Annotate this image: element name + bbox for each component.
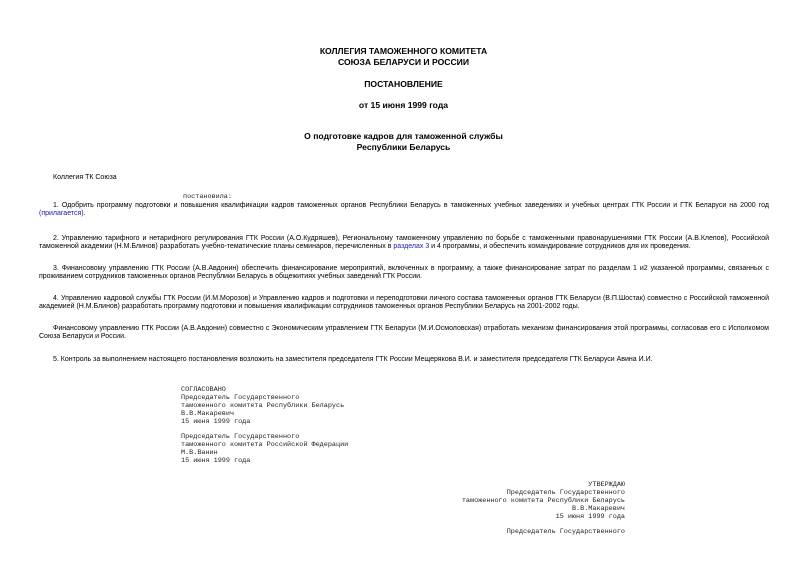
paragraph-5 bbox=[39, 356, 769, 364]
postanovila-text: постановила: bbox=[183, 193, 232, 201]
intro-text: Коллегия ТК Союза bbox=[53, 174, 117, 181]
paragraph-2 bbox=[39, 235, 769, 252]
approved-line: В.В.Макаревич bbox=[571, 505, 625, 513]
paragraph-5-text: 5. Контроль за выполнением настоящего постановления возложить на заместителя председателя ГТК России Мещерякова В.И. и заместителя председателя ГТК Беларуси Авина И.И. bbox=[53, 356, 653, 363]
agreed-block-1-line: таможенного комитета Республики Беларусь bbox=[181, 402, 345, 410]
paragraph-2-after: программы, и обеспечить командирование сотрудников для их проведения. bbox=[442, 243, 691, 251]
doc-type: ПОСТАНОВЛЕНИЕ bbox=[364, 79, 443, 89]
agreed-block-1-line: В.В.Макаревич bbox=[181, 410, 235, 418]
approved-line: Председатель Государственного bbox=[506, 489, 625, 497]
org-line-1: КОЛЛЕГИЯ ТАМОЖЕННОГО КОМИТЕТА bbox=[319, 46, 488, 56]
approved-line: таможенного комитета Республики Беларусь bbox=[461, 497, 625, 505]
paragraph-4 bbox=[39, 295, 769, 312]
attachment-link[interactable]: (прилагается) bbox=[39, 210, 84, 218]
agreed-label: СОГЛАСОВАНО bbox=[181, 386, 226, 394]
agreed-block-2-line: таможенного комитета Российской Федерации bbox=[181, 441, 349, 449]
agreed-block-2-line: 15 июня 1999 года bbox=[181, 457, 251, 465]
agreed-block-2-line: Председатель Государственного bbox=[181, 433, 300, 441]
approved-line: 15 июня 1999 года bbox=[555, 513, 625, 521]
approved-block bbox=[462, 481, 625, 521]
agreed-block-1-line: Председатель Государственного bbox=[181, 394, 300, 402]
paragraph-2-before: 2. Управлению тарифного и нетарифного регулирования ГТК России (А.О.Кудряшев), Региональному таможенному управлению по борьбе с таможенными правонарушениями ГТК России (А.В.Клепов), Российской таможенной академии (Н.М.Блинов) разработать учебно-тематические планы семинаров, перечисленных в bbox=[39, 235, 769, 251]
approved-trailing-line: Председатель Государственного bbox=[506, 528, 625, 536]
paragraph-4b-text: Финансовому управлению ГТК России (А.В.Авдонин) совместно с Экономическим управлением ГТК Беларуси (М.И.Осмоловская) отработать механизм финансирования этой программы, согласовав его с Исполкомом Союза Беларуси и России. bbox=[39, 325, 769, 341]
agreed-block-1-line: 15 июня 1999 года bbox=[181, 418, 251, 426]
paragraph-1 bbox=[39, 202, 769, 219]
doc-date: от 15 июня 1999 года bbox=[358, 100, 449, 110]
section-3-link[interactable]: разделах 3 bbox=[393, 243, 430, 251]
paragraph-4-text: 4. Управлению кадровой службы ГТК России (И.М.Морозов) и Управлению кадров и подготовки и переподготовки личного состава таможенных органов ГТК Беларуси (В.П.Шостак) совместно с Российской таможенной академией (Н.М.Блинов) разработать программу подготовки и повышения квалификации сотрудников таможенных органов Республики Беларусь на 2001-2002 годы. bbox=[39, 295, 769, 311]
doc-title-line-1: О подготовке кадров для таможенной службы bbox=[304, 131, 503, 141]
section-4-ref: 4 bbox=[437, 243, 441, 251]
approved-label: УТВЕРЖДАЮ bbox=[588, 481, 625, 489]
paragraph-4b bbox=[39, 325, 769, 342]
paragraph-2-mid: и bbox=[431, 243, 436, 251]
paragraph-1-text: 1. Одобрить программу подготовки и повышения квалификации кадров таможенных органов Республики Беларусь в таможенных учебных заведениях и учебных центрах ГТК России и ГТК Беларуси на 2000 год bbox=[53, 202, 769, 209]
paragraph-3 bbox=[39, 265, 769, 282]
agreed-block-2-line: М.В.Ванин bbox=[181, 449, 218, 457]
paragraph-1-tail: . bbox=[83, 210, 86, 218]
agreed-block-2 bbox=[181, 433, 348, 465]
agreed-block-1 bbox=[181, 394, 344, 426]
org-line-2: СОЮЗА БЕЛАРУСИ И РОССИИ bbox=[337, 57, 470, 67]
doc-title-line-2: Республики Беларусь bbox=[356, 142, 451, 152]
paragraph-3-text: 3. Финансовому управлению ГТК России (А.В.Авдонин) обеспечить финансирование мероприятий, включенных в программу, а также финансирование затрат по разделам 1 и2 указанной программы, связанных с проживанием сотрудников таможенных органов Республики Беларусь в общежитиях учебных заведений ГТК России. bbox=[39, 265, 769, 281]
